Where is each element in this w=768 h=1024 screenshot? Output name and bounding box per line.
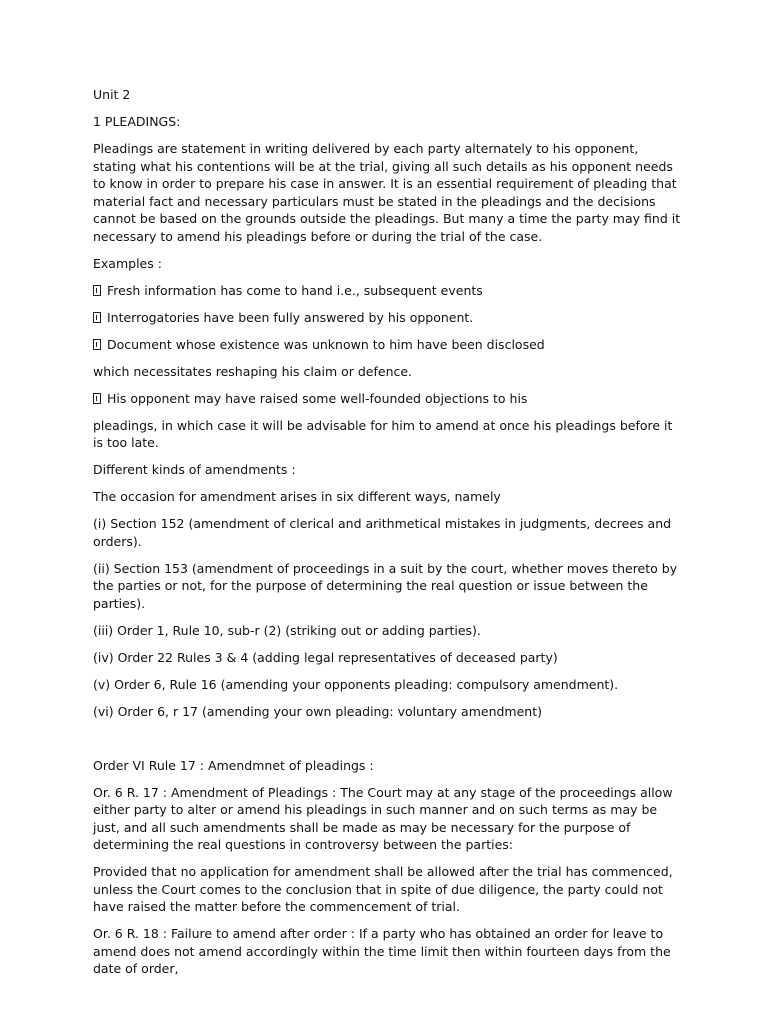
kinds-intro: The occasion for amendment arises in six different ways, namely (93, 489, 501, 504)
bullet-continuation: pleadings, in which case it will be advisable for him to amend at once his pleadings before it is too late. (93, 417, 673, 450)
bullet-text: Fresh information has come to hand i.e., subsequent events (106, 282, 483, 298)
order-heading: Order VI Rule 17 : Amendmnet of pleadings : (93, 757, 374, 773)
kind-item: (vi) Order 6, r 17 (amending your own pleading: voluntary amendment) (93, 703, 542, 719)
kind-item: (i) Section 152 (amendment of clerical and arithmetical mistakes in judgments, decrees and orders). (93, 516, 672, 549)
missing-glyph-icon (93, 285, 101, 296)
rule17-paragraph: Or. 6 R. 17 : Amendment of Pleadings : The Court may at any stage of the proceedings allow either party to alter or amend his pleadings in such manner and on such terms as may be just, and all such amendments shall be made as may be necessary for the purpose of determining the real questions in controversy between the parties: (93, 784, 673, 852)
bullet-text: Document whose existence was unknown to him have been disclosed (106, 336, 545, 352)
bullet-item (93, 390, 683, 408)
rule18-paragraph: Or. 6 R. 18 : Failure to amend after order : If a party who has obtained an order for leave to amend does not amend accordingly within the time limit then within fourteen days from the date of order, (93, 926, 671, 976)
bullet-item (93, 309, 683, 327)
missing-glyph-icon (93, 339, 101, 350)
intro-paragraph: Pleadings are statement in writing delivered by each party alternately to his opponent, stating what his contentions will be at the trial, giving all such details as his opponent needs to know in order to prepare his case in answer. It is an essential requirement of pleading that material fact and necessary particulars must be stated in the pleadings and the decisions cannot be based on the grounds outside the pleadings. But many a time the party may find it necessary to amend his pleadings before or during the trial of the case. (93, 141, 681, 244)
blank-line (93, 730, 683, 748)
kind-item: (iv) Order 22 Rules 3 & 4 (adding legal representatives of deceased party) (93, 649, 558, 665)
bullet-continuation: which necessitates reshaping his claim or defence. (93, 363, 413, 379)
missing-glyph-icon (93, 393, 101, 404)
kinds-heading: Different kinds of amendments : (93, 462, 296, 477)
kind-item: (iii) Order 1, Rule 10, sub-r (2) (striking out or adding parties). (93, 622, 481, 638)
bullet-item (93, 336, 683, 354)
bullet-text: Interrogatories have been fully answered by his opponent. (106, 309, 474, 325)
examples-heading: Examples : (93, 255, 162, 271)
missing-glyph-icon (93, 312, 101, 323)
kind-item: (v) Order 6, Rule 16 (amending your opponents pleading: compulsory amendment). (93, 676, 619, 692)
unit-heading: Unit 2 (93, 87, 131, 102)
document-body (93, 86, 683, 987)
proviso-paragraph: Provided that no application for amendment shall be allowed after the trial has commenced, unless the Court comes to the conclusion that in spite of due diligence, the party could not have raised the matter before the commencement of trial. (93, 864, 673, 914)
kind-item: (ii) Section 153 (amendment of proceedings in a suit by the court, whether moves thereto by the parties or not, for the purpose of determining the real question or issue between the parties). (93, 560, 678, 611)
bullet-text: His opponent may have raised some well-founded objections to his (106, 390, 528, 406)
section-heading: 1 PLEADINGS: (93, 114, 181, 129)
bullet-item (93, 282, 683, 300)
